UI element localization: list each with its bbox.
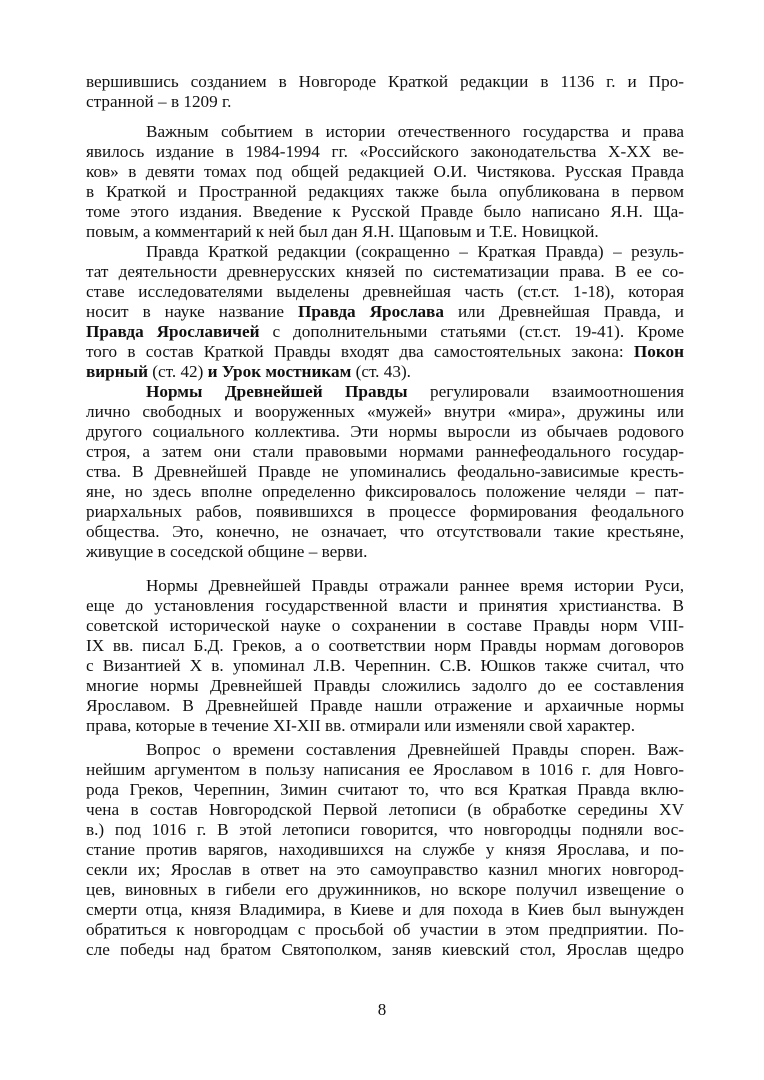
text-run: сле победы над братом Святополком, заняв киевский стол, Ярослав щедро bbox=[86, 940, 684, 959]
text-run: риархальных рабов, появившихся в процессе формирования феодального bbox=[86, 502, 684, 521]
text-run: советской исторической науке о сохранении в составе Правды норм VIII- bbox=[86, 616, 684, 635]
text-line bbox=[86, 362, 684, 383]
text-line bbox=[146, 382, 684, 403]
text-run: яне, но здесь вполне определенно фиксировалось положение челяди – пат- bbox=[86, 482, 684, 501]
text-run: ставе исследователями выделены древнейшая часть (ст.ст. 1-18), которая bbox=[86, 282, 684, 301]
text-run: рода Греков, Черепнин, Зимин считают то, что вся Краткая Правда вклю- bbox=[86, 780, 684, 799]
text-line bbox=[86, 696, 684, 717]
text-line bbox=[146, 122, 684, 143]
text-run: цев, виновных в гибели его дружинников, но вскоре получил извещение о bbox=[86, 880, 684, 899]
bold-term: Правда Ярославичей bbox=[86, 322, 260, 341]
text-line bbox=[86, 716, 684, 737]
text-run: тат деятельности древнерусских князей по систематизации права. В ее со- bbox=[86, 262, 684, 281]
text-run: вершившись созданием в Новгороде Краткой редакции в 1136 г. и Про- bbox=[86, 72, 684, 91]
text-run: повым, а комментарий к ней был дан Я.Н. Щаповым и Т.Е. Новицкой. bbox=[86, 222, 599, 241]
text-line bbox=[86, 502, 684, 523]
text-line bbox=[86, 616, 684, 637]
text-run: права, которые в течение XI-XII вв. отмирали или изменяли свой характер. bbox=[86, 716, 636, 735]
text-line bbox=[86, 522, 684, 543]
text-line bbox=[86, 940, 684, 961]
text-line bbox=[86, 636, 684, 657]
text-line bbox=[86, 656, 684, 677]
text-run: чена в состав Новгородской Первой летописи (в обработке середины XV bbox=[86, 800, 684, 819]
bold-term: Правда Ярослава bbox=[297, 302, 444, 321]
text-line bbox=[86, 142, 684, 163]
text-run: томе этого издания. Введение к Русской Правде было написано Я.Н. Ща- bbox=[86, 202, 684, 221]
text-run: ства. В Древнейшей Правде не упоминались феодально-зависимые кресть- bbox=[86, 462, 684, 481]
text-run: еще до установления государственной власти и принятия христианства. В bbox=[86, 596, 684, 615]
text-run: нейшим аргументом в пользу написания ее Ярославом в 1016 г. для Новго- bbox=[86, 760, 684, 779]
text-line bbox=[86, 162, 684, 183]
text-line bbox=[86, 900, 684, 921]
text-line bbox=[146, 740, 684, 761]
text-line bbox=[86, 262, 684, 283]
text-line bbox=[86, 760, 684, 781]
text-line bbox=[86, 800, 684, 821]
text-run: секли их; Ярослав в ответ на это самоуправство казнил многих новгород- bbox=[86, 860, 684, 879]
text-run: того в состав Краткой Правды входят два самостоятельных закона: bbox=[86, 342, 634, 361]
text-line bbox=[86, 182, 684, 203]
text-run: другого социального коллектива. Эти нормы выросли из обычаев родового bbox=[86, 422, 684, 441]
text-line bbox=[86, 322, 684, 343]
page-number: 8 bbox=[377, 1000, 387, 1019]
text-line bbox=[86, 72, 684, 93]
bold-term: Покон bbox=[633, 342, 684, 361]
text-run: или Древнейшая Правда, и bbox=[443, 302, 684, 321]
text-line bbox=[86, 820, 684, 841]
text-line bbox=[86, 482, 684, 503]
text-run: регулировали взаимоотношения bbox=[407, 382, 684, 401]
text-run: явилось издание в 1984-1994 гг. «Российского законодательства X-XX ве- bbox=[86, 142, 684, 161]
text-run: Вопрос о времени составления Древнейшей Правды спорен. Важ- bbox=[146, 740, 684, 759]
text-run: стание против варягов, находившихся на службе у князя Ярослава, и по- bbox=[86, 840, 684, 859]
text-run: странной – в 1209 г. bbox=[86, 92, 232, 111]
text-run: обратиться к новгородцам с просьбой об участии в этом предприятии. По- bbox=[86, 920, 684, 939]
text-line bbox=[86, 442, 684, 463]
text-line bbox=[146, 242, 684, 263]
bold-term: вирный bbox=[86, 362, 148, 381]
text-run: IX вв. писал Б.Д. Греков, а о соответствии норм Правды нормам договоров bbox=[86, 636, 684, 655]
text-line bbox=[86, 462, 684, 483]
text-line bbox=[86, 860, 684, 881]
text-line bbox=[86, 780, 684, 801]
text-run: в.) под 1016 г. В этой летописи говорится, что новгородцы подняли вос- bbox=[86, 820, 684, 839]
bold-term: Нормы Древнейшей Правды bbox=[146, 382, 408, 401]
text-run: (ст. 42) bbox=[147, 362, 208, 381]
text-line bbox=[86, 676, 684, 697]
text-line bbox=[86, 202, 684, 223]
text-run: смерти отца, князя Владимира, в Киеве и для похода в Киев был вынужден bbox=[86, 900, 684, 919]
text-run: строя, а затем они стали правовыми нормами раннефеодального государ- bbox=[86, 442, 684, 461]
text-line bbox=[146, 576, 684, 597]
text-run: в Краткой и Пространной редакциях также была опубликована в первом bbox=[86, 182, 684, 201]
text-line bbox=[86, 342, 684, 363]
text-run: ков» в девяти томах под общей редакцией О.И. Чистякова. Русская Правда bbox=[86, 162, 684, 181]
text-line bbox=[86, 840, 684, 861]
text-line bbox=[86, 920, 684, 941]
text-run: лично свободных и вооруженных «мужей» внутри «мира», дружины или bbox=[86, 402, 684, 421]
text-run: с дополнительными статьями (ст.ст. 19-41). Кроме bbox=[259, 322, 684, 341]
text-line bbox=[86, 596, 684, 617]
text-line bbox=[86, 282, 684, 303]
bold-term: и Урок мостникам bbox=[207, 362, 352, 381]
text-run: Важным событием в истории отечественного государства и права bbox=[146, 122, 684, 141]
text-run: с Византией X в. упоминал Л.В. Черепнин. С.В. Юшков также считал, что bbox=[86, 656, 684, 675]
text-line bbox=[86, 402, 684, 423]
text-run: Ярославом. В Древнейшей Правде нашли отражение и архаичные нормы bbox=[86, 696, 684, 715]
text-line bbox=[86, 222, 684, 243]
text-run: многие нормы Древнейшей Правды сложились задолго до ее составления bbox=[86, 676, 684, 695]
text-line bbox=[86, 302, 684, 323]
text-line bbox=[86, 422, 684, 443]
text-run: Нормы Древнейшей Правды отражали раннее время истории Руси, bbox=[146, 576, 684, 595]
text-run: живущие в соседской общине – верви. bbox=[86, 542, 368, 561]
text-line bbox=[86, 880, 684, 901]
text-run: носит в науке название bbox=[86, 302, 298, 321]
text-run: (ст. 43). bbox=[351, 362, 411, 381]
text-line bbox=[86, 542, 684, 563]
text-line bbox=[86, 92, 684, 113]
text-run: общества. Это, конечно, не означает, что отсутствовали такие крестьяне, bbox=[86, 522, 684, 541]
text-run: Правда Краткой редакции (сокращенно – Краткая Правда) – резуль- bbox=[146, 242, 684, 261]
